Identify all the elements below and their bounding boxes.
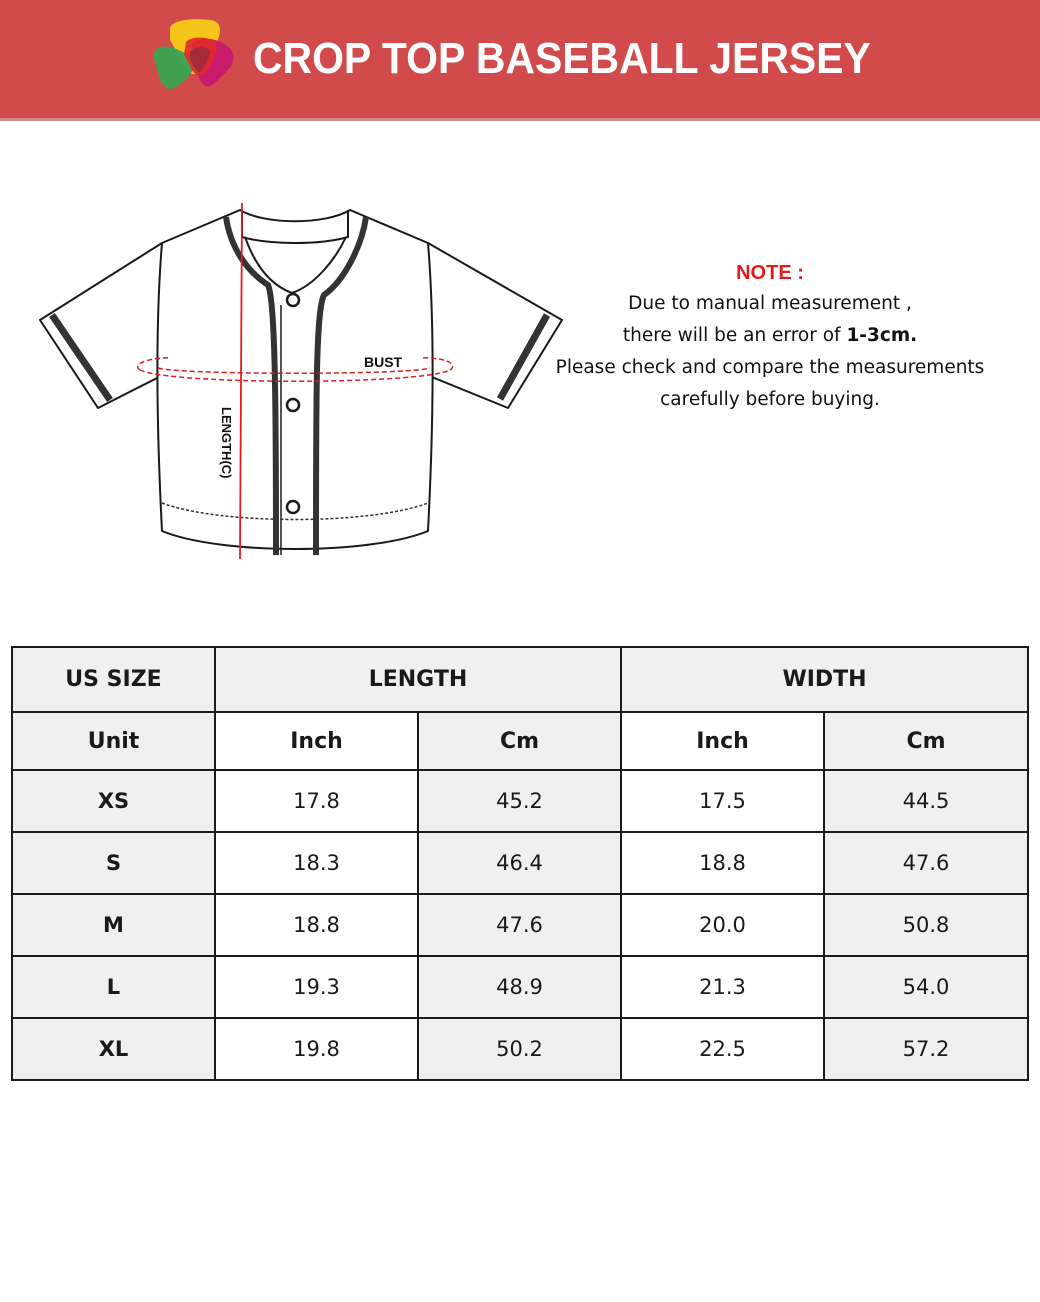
table-header-row [12,647,1028,712]
jersey-diagram [30,195,570,565]
note-line-2-text: there will be an error of [622,325,847,346]
table-row [12,770,1028,832]
width-cm-cell: 57.2 [824,1018,1028,1080]
header-width-inch: Inch [621,712,824,770]
length-cm-cell: 48.9 [418,956,621,1018]
header-width-cm: Cm [824,712,1028,770]
page-title: CROP TOP BASEBALL JERSEY [253,34,871,83]
width-inch-cell: 22.5 [621,1018,824,1080]
width-inch-cell: 21.3 [621,956,824,1018]
length-inch-cell: 17.8 [215,770,418,832]
length-inch-cell: 19.3 [215,956,418,1018]
table-row [12,832,1028,894]
header-length-inch: Inch [215,712,418,770]
width-cm-cell: 50.8 [824,894,1028,956]
table-row [12,1018,1028,1080]
note-error-range: 1-3cm. [846,325,918,346]
note-line-4: carefully before buying. [660,389,880,410]
brand-logo-icon [152,18,238,90]
length-cm-cell: 46.4 [418,832,621,894]
length-cm-cell: 45.2 [418,770,621,832]
note-line-1: Due to manual measurement , [628,293,912,314]
bust-label: BUST [364,354,403,370]
size-chart-table [11,646,1029,1081]
size-cell: M [12,894,215,956]
note-line-2 [540,320,1000,352]
length-cm-cell: 50.2 [418,1018,621,1080]
length-inch-cell: 18.3 [215,832,418,894]
note-title: NOTE : [736,262,804,284]
length-inch-cell: 19.8 [215,1018,418,1080]
header-divider [0,118,1040,121]
length-label: LENGTH(C) [219,407,234,479]
header-band [0,0,1040,121]
width-cm-cell: 47.6 [824,832,1028,894]
width-inch-cell: 17.5 [621,770,824,832]
width-cm-cell: 54.0 [824,956,1028,1018]
table-row [12,894,1028,956]
width-inch-cell: 20.0 [621,894,824,956]
width-cm-cell: 44.5 [824,770,1028,832]
size-cell: XL [12,1018,215,1080]
size-cell: S [12,832,215,894]
size-cell: L [12,956,215,1018]
measurement-note [540,258,1000,416]
table-unit-row [12,712,1028,770]
width-inch-cell: 18.8 [621,832,824,894]
note-line-3: Please check and compare the measurements [555,357,985,378]
header-width: WIDTH [621,647,1028,712]
size-cell: XS [12,770,215,832]
header-length: LENGTH [215,647,621,712]
table-row [12,956,1028,1018]
length-inch-cell: 18.8 [215,894,418,956]
header-length-cm: Cm [418,712,621,770]
header-unit: Unit [12,712,215,770]
length-cm-cell: 47.6 [418,894,621,956]
header-us-size: US SIZE [12,647,215,712]
